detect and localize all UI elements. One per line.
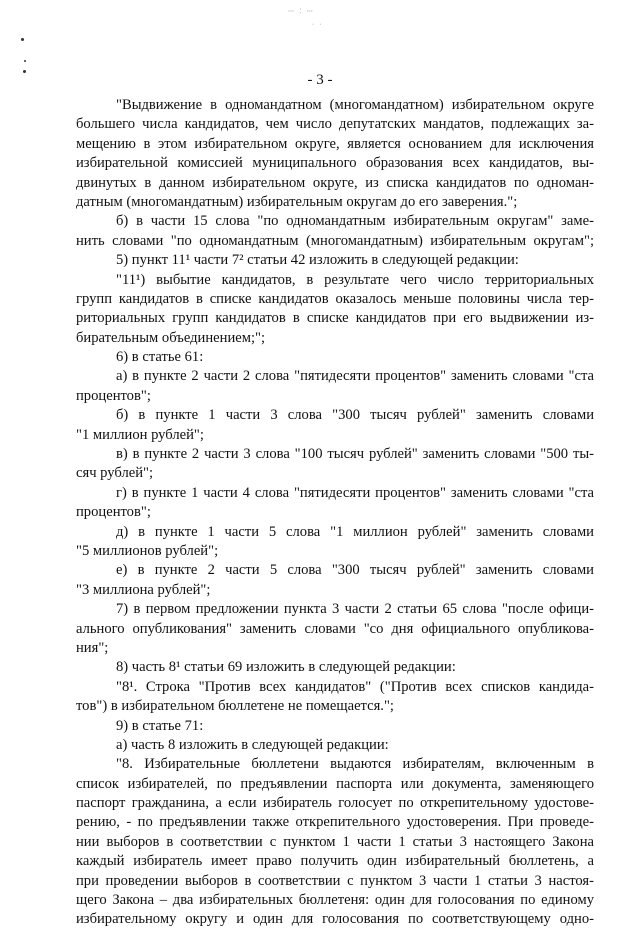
scan-speck bbox=[24, 60, 26, 62]
text-line: 7) в первом предложении пункта 3 части 2 статьи 65 слова "после офици- bbox=[116, 601, 594, 618]
scan-artifact: · · bbox=[312, 22, 324, 28]
text-line: а) в пункте 2 части 2 слова "пятидесяти процентов" заменить словами "ста bbox=[116, 368, 594, 385]
text-line: каждый избиратель имеет право получить один избирательный бюллетень, а bbox=[76, 853, 594, 870]
text-line: б) в пункте 1 части 3 слова "300 тысяч рублей" заменить словами bbox=[116, 407, 594, 424]
text-line: двинутых в данном избирательном округе, из списка кандидатов по одноман- bbox=[76, 174, 594, 191]
text-line: процентов"; bbox=[76, 504, 151, 521]
text-line: а) часть 8 изложить в следующей редакции: bbox=[116, 736, 389, 753]
text-line: д) в пункте 1 части 5 слова "1 миллион рублей" заменить словами bbox=[116, 523, 594, 540]
text-line: тов") в избирательном бюллетене не помещается."; bbox=[76, 698, 394, 715]
text-line: процентов"; bbox=[76, 387, 151, 404]
text-line: избирательной комиссией муниципального образования всех кандидатов, вы- bbox=[76, 155, 594, 172]
text-line: датным (многомандатным) избирательным округам до его заверения."; bbox=[76, 193, 518, 210]
text-line: "Выдвижение в одномандатном (многомандатном) избирательном округе bbox=[116, 97, 594, 113]
text-line: в) в пункте 2 части 3 слова "100 тысяч рублей" заменить словами "500 ты- bbox=[116, 446, 594, 463]
scan-artifact: ⋯ ⁚ ⋯ bbox=[288, 9, 315, 15]
text-line: сяч рублей"; bbox=[76, 465, 154, 482]
text-line: "8¹. Строка "Против всех кандидатов" ("Против всех списков кандида- bbox=[116, 678, 594, 695]
text-line: мещению в этом избирательном округе, является основанием для исключения bbox=[76, 135, 594, 152]
text-line: риториальных групп кандидатов в списке кандидатов при его выдвижении из- bbox=[76, 310, 594, 327]
scan-speck bbox=[21, 38, 24, 41]
text-line: бирательным объединением;"; bbox=[76, 329, 266, 346]
text-line: "1 миллион рублей"; bbox=[76, 426, 204, 443]
text-line: при проведении выборов в соответствии с пунктом 3 части 1 статьи 3 настоя- bbox=[76, 872, 594, 889]
text-line: нить словами "по одномандатным (многомандатным) избирательным округам"; bbox=[76, 232, 594, 249]
text-line: групп кандидатов в списке кандидатов оказалось меньше половины числа тер- bbox=[76, 290, 594, 307]
text-line: "11¹) выбытие кандидатов, в результате чего число территориальных bbox=[116, 271, 594, 288]
page-number: - 3 - bbox=[307, 72, 333, 88]
text-line: рению, - по предъявлении также открепительного удостоверения. При проведе- bbox=[76, 814, 594, 831]
text-line: 5) пункт 11¹ части 7² статьи 42 изложить в следующей редакции: bbox=[116, 252, 519, 269]
text-line: паспорт гражданина, а если избиратель голосует по открепительному удостове- bbox=[76, 795, 594, 812]
text-line: ального опубликования" заменить словами "со дня официального опубликова- bbox=[76, 620, 594, 637]
text-line: список избирателей, по предъявлении паспорта или документа, заменяющего bbox=[76, 775, 594, 792]
document-body bbox=[76, 96, 594, 930]
text-line: 9) в статье 71: bbox=[116, 717, 204, 734]
text-line: "8. Избирательные бюллетени выдаются избирателям, включенным в bbox=[116, 756, 594, 773]
text-line: 8) часть 8¹ статьи 69 изложить в следующей редакции: bbox=[116, 659, 456, 676]
text-line: г) в пункте 1 части 4 слова "пятидесяти процентов" заменить словами "ста bbox=[116, 484, 594, 501]
text-line: 6) в статье 61: bbox=[116, 349, 204, 366]
text-line: "3 миллиона рублей"; bbox=[76, 581, 211, 598]
text-line: нии выборов в соответствии с пунктом 1 части 1 статьи 3 настоящего Закона bbox=[76, 833, 594, 850]
text-line: е) в пункте 2 части 5 слова "300 тысяч рублей" заменить словами bbox=[116, 562, 594, 579]
text-line: избирательному округу и один для голосования по соответствующему одно- bbox=[76, 911, 594, 928]
text-line: "5 миллионов рублей"; bbox=[76, 542, 219, 559]
text-line: большего числа кандидатов, чем число депутатских мандатов, подлежащих за- bbox=[76, 116, 594, 133]
text-line: б) в части 15 слова "по одномандатным избирательным округам" заме- bbox=[116, 213, 594, 230]
text-line: ния"; bbox=[76, 639, 109, 656]
text-line: щего Закона – два избирательных бюллетеня: один для голосования по единому bbox=[76, 892, 594, 909]
